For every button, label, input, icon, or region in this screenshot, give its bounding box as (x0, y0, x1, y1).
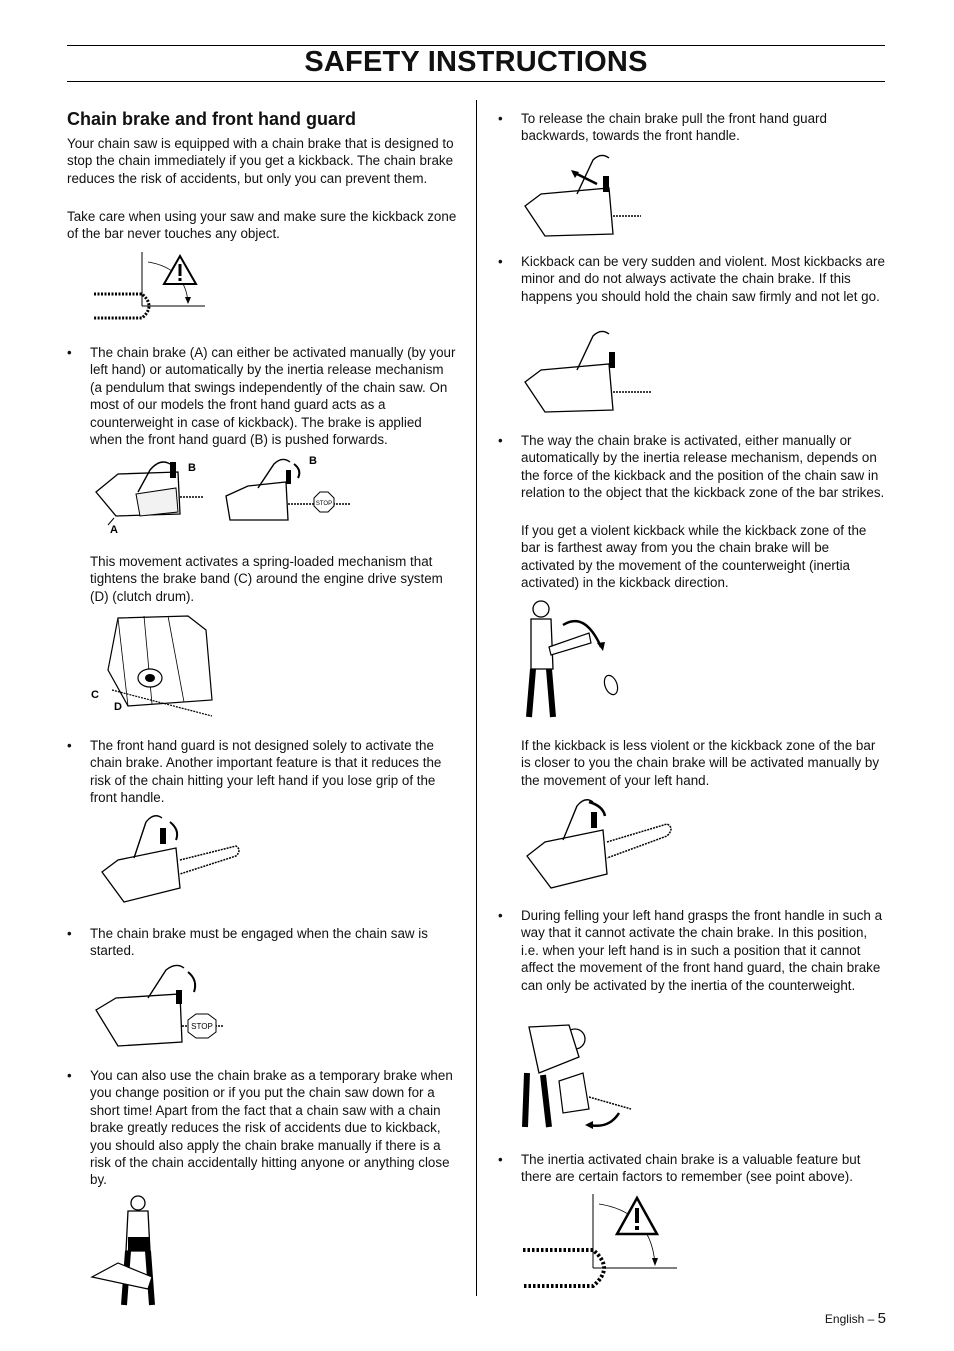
footer-language: English (824, 1312, 865, 1326)
start-with-brake-figure (88, 962, 228, 1052)
bullet-mark: • (498, 433, 503, 448)
violent-kickback-paragraph: If you get a violent kickback while the kickback zone of the bar is farthest away from you the chain brake will be activated by the movement of the counterweight (inertia activated) in the kickback direction. (521, 523, 867, 591)
hold-firmly-figure (519, 326, 654, 416)
operator-walking-figure (88, 1193, 178, 1313)
hand-guard-forward-figure (88, 810, 248, 910)
bullet-mark: • (498, 1152, 503, 1167)
brake-band-cd-figure (88, 610, 218, 720)
stop-sign-text: STOP (191, 1022, 213, 1031)
bullet-mark: • (67, 738, 72, 753)
less-violent-paragraph: If the kickback is less violent or the kickback zone of the bar is closer to you the chain brake will be activated manually by the movement of your left hand. (521, 738, 880, 788)
label-c: C (91, 689, 99, 701)
warning-triangle-icon (617, 1198, 657, 1234)
manual-activation-figure (519, 794, 679, 894)
label-a: A (110, 524, 118, 536)
bullet-mark: • (498, 111, 503, 126)
label-b-1: B (188, 462, 196, 474)
bullet-text: The inertia activated chain brake is a valuable feature but there are certain factors to remember (see point above). (521, 1152, 861, 1185)
warning-triangle-icon (164, 256, 196, 284)
release-brake-figure (519, 150, 644, 238)
hand-guard-ab-figure (88, 452, 363, 537)
column-divider (476, 100, 477, 1296)
page-footer (825, 1310, 886, 1327)
inertia-kickback-figure (519, 597, 629, 722)
stop-sign-text: STOP (315, 501, 333, 507)
section-heading: Chain brake and front hand guard (67, 109, 357, 129)
bullet-text: During felling your left hand grasps the front handle in such a way that it cannot activate the chain brake. In this position, i.e. when your left hand is in such a position that it cannot affect the movement of the front hand guard, the chain brake can only be activated by the inertia of the counterweight. (521, 908, 883, 993)
label-b-2: B (309, 455, 317, 467)
bullet-text: Kickback can be very sudden and violent. Most kickbacks are minor and do not always activate the chain brake. If this happens you should hold the chain saw firmly and not let go. (521, 254, 885, 304)
bullet-mark: • (67, 926, 72, 941)
kickback-zone-figure-2 (519, 1192, 679, 1292)
page-number: 5 (877, 1310, 886, 1327)
bullet-text: The chain brake must be engaged when the chain saw is started. (90, 926, 428, 959)
intro-paragraph-1: Your chain saw is equipped with a chain brake that is designed to stop the chain immediately if you get a kickback. The chain brake reduces the risk of accidents, but only you can prevent them. (67, 136, 454, 186)
bullet-mark: • (498, 908, 503, 923)
bullet-mark: • (498, 254, 503, 269)
intro-paragraph-2: Take care when using your saw and make sure the kickback zone of the bar never touches any object. (67, 209, 457, 242)
brake-band-paragraph: This movement activates a spring-loaded mechanism that tightens the brake band (C) around the engine drive system (D) (clutch drum). (90, 554, 443, 604)
bullet-mark: • (67, 1068, 72, 1083)
title-underline (67, 81, 885, 82)
bullet-text: You can also use the chain brake as a temporary brake when you change position or if you put the chain saw down for a short time! Apart from the fact that a chain saw with a chain brake greatly reduces the risk of accidents due to kickback, you should also apply the chain brake manually if there is a risk of the chain accidentally hitting anyone or anything close by. (90, 1068, 453, 1188)
label-d: D (114, 701, 122, 713)
bullet-text: To release the chain brake pull the front hand guard backwards, towards the front handle. (521, 111, 827, 144)
bullet-mark: • (67, 345, 72, 360)
bullet-text: The front hand guard is not designed solely to activate the chain brake. Another important feature is that it reduces the risk of the chain hitting your left hand if you lose grip of the front handle. (90, 738, 442, 806)
page-title: SAFETY INSTRUCTIONS (304, 46, 648, 78)
bullet-text: The way the chain brake is activated, either manually or automatically by the inertia release mechanism, depends on the force of the kickback and the position of the chain saw in relation to the object that the kickback zone of the bar strikes. (521, 433, 885, 501)
bullet-text: The chain brake (A) can either be activated manually (by your left hand) or automatically by the inertia release mechanism (a pendulum that swings independently of the chain saw. On most of our models the front hand guard acts as a counterweight in case of kickback). The brake is applied when the front hand guard (B) is pushed forwards. (90, 345, 456, 448)
footer-separator: – (867, 1312, 875, 1326)
kickback-zone-figure (90, 250, 210, 325)
felling-operator-figure (519, 1017, 639, 1135)
